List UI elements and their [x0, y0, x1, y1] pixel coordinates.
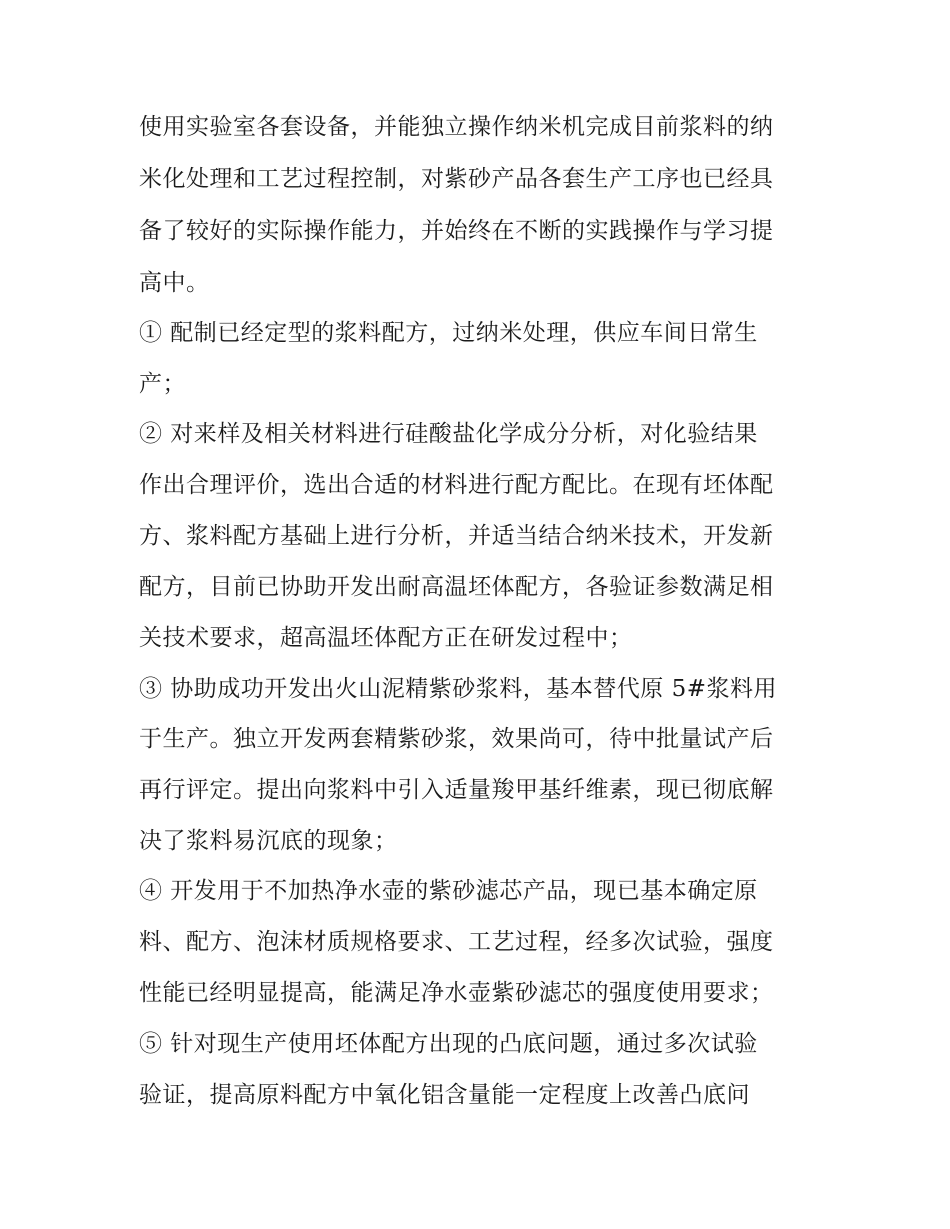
text-line: 再行评定。提出向浆料中引入适量羧甲基纤维素，现已彻底解 — [139, 777, 774, 803]
text-line: 备了较好的实际操作能力，并始终在不断的实践操作与学习提 — [139, 218, 774, 244]
text-line: 米化处理和工艺过程控制，对紫砂产品各套生产工序也已经具 — [139, 166, 774, 192]
text-line: 方、浆料配方基础上进行分析，并适当结合纳米技术，开发新 — [139, 523, 774, 549]
text-line: 作出合理评价，选出合适的材料进行配方配比。在现有坯体配 — [139, 472, 774, 498]
text-line: 高中。 — [139, 270, 210, 296]
text-line: ⑤ 针对现生产使用坯体配方出现的凸底问题，通过多次试验 — [139, 1031, 758, 1057]
text-line: 关技术要求，超高温坯体配方正在研发过程中； — [139, 625, 633, 651]
text-line: ④ 开发用于不加热净水壶的紫砂滤芯产品，现已基本确定原 — [139, 878, 758, 904]
text-line: 料、配方、泡沫材质规格要求、工艺过程，经多次试验，强度 — [139, 929, 774, 955]
text-line: ③ 协助成功开发出火山泥精紫砂浆料，基本替代原 5#浆料用 — [139, 676, 778, 702]
text-line: 性能已经明显提高，能满足净水壶紫砂滤芯的强度使用要求； — [139, 980, 774, 1006]
text-line: ② 对来样及相关材料进行硅酸盐化学成分分析，对化验结果 — [139, 421, 758, 447]
text-line: 验证，提高原料配方中氧化铝含量能一定程度上改善凸底问 — [139, 1082, 750, 1108]
text-line: 于生产。独立开发两套精紫砂浆，效果尚可，待中批量试产后 — [139, 726, 774, 752]
text-line: ① 配制已经定型的浆料配方，过纳米处理，供应车间日常生 — [139, 320, 758, 346]
text-line: 使用实验室各套设备，并能独立操作纳米机完成目前浆料的纳 — [139, 114, 774, 140]
text-line: 产； — [139, 371, 186, 397]
text-line: 配方，目前已协助开发出耐高温坯体配方，各验证参数满足相 — [139, 574, 774, 600]
text-line: 决了浆料易沉底的现象； — [139, 828, 398, 854]
